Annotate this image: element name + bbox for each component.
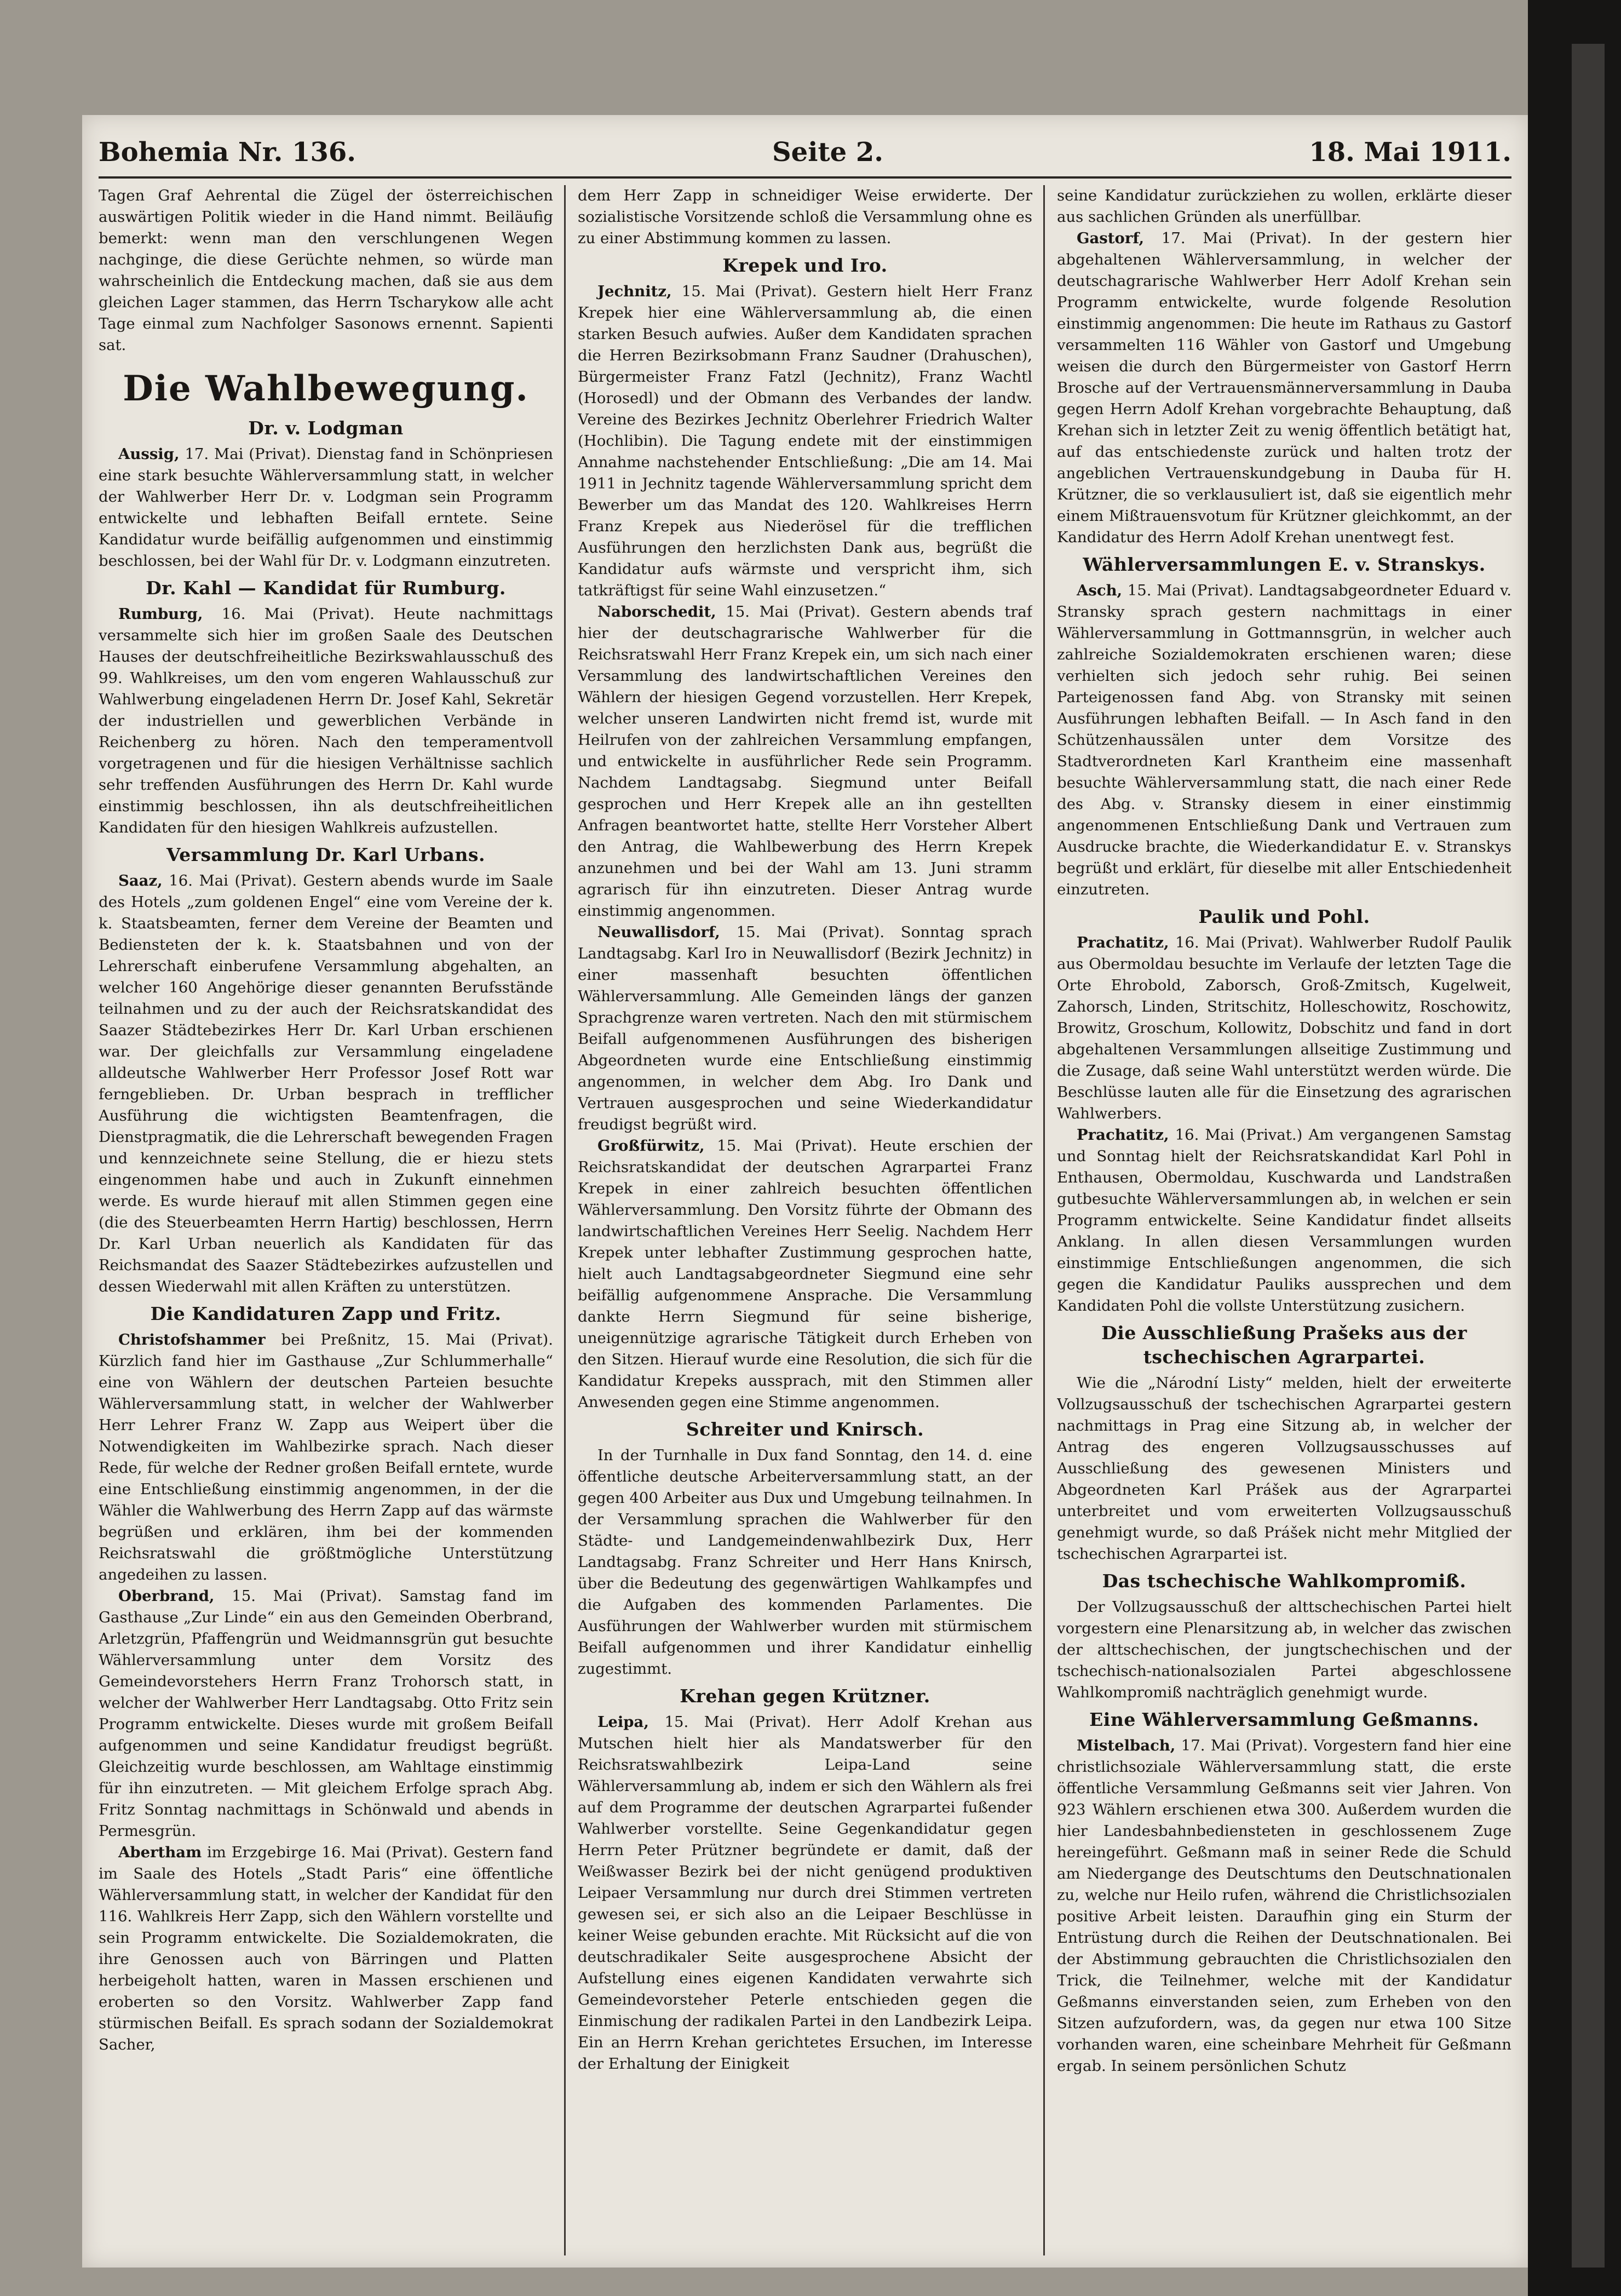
dateline-place: Oberbrand, <box>118 1587 215 1605</box>
masthead <box>99 131 1511 175</box>
article-continuation: dem Herr Zapp in schneidiger Weise erwiderte. Der sozialistische Vorsitzende schloß die Versammlung ohne es zu einer Abstimmung kommen zu lassen. <box>578 187 1032 247</box>
article-heading: Dr. v. Lodgman <box>248 417 404 439</box>
column-divider-1 <box>564 185 566 2255</box>
column-1 <box>99 185 553 2255</box>
dateline-place: Leipa, <box>597 1713 649 1731</box>
article-paragraph: Abertham im Erzgebirge 16. Mai (Privat). Gestern fand im Saale des Hotels „Stadt Paris“ eine öffentliche Wählerversammlung statt, in welcher der Kandidat für den 116. Wahlkreis Herr Zapp, sich den Wählern vorstellte und sein Programm entwickelte. Die Sozialdemokraten, die ihre Genossen auch von Bärringen und Platten herbeigeholt hatten, waren in Massen erschienen und eroberten so den Vorsitz. Wahlwerber Zapp fand stürmischen Beifall. Es sprach sodann der Sozialdemokrat Sacher, <box>99 1844 553 2053</box>
masthead-rule <box>99 176 1511 179</box>
article-continuation: Tagen Graf Aehrental die Zügel der österreichischen auswärtigen Politik wieder in die Hand nimmt. Beiläufig bemerkt: wenn man den verschlungenen Wegen nachginge, die diese Gerüchte nehmen, so würde man wahrscheinlich die Entdeckung machen, daß sie aus dem gleichen Lager stammen, das Herrn Tscharykow alle acht Tage einmal zum Nachfolger Sasonows ernennt. Sapienti sat. <box>99 187 553 354</box>
article-heading: Das tschechische Wahlkompromiß. <box>1102 1570 1467 1592</box>
article-heading: Krehan gegen Krützner. <box>680 1685 930 1707</box>
article-heading: Versammlung Dr. Karl Urbans. <box>166 844 485 865</box>
article-paragraph: Rumburg, 16. Mai (Privat). Heute nachmittags versammelte sich hier im großen Saale des Deutschen Hauses der deutschfreiheitliche Bezirkswahlausschuß des 99. Wahlkreises, um den vom engeren Wahlausschuß zur Wahlwerbung eingeladenen Herrn Dr. Josef Kahl, Sekretär der industriellen und gewerblichen Verbände in Reichenberg zu hören. Nach den temperamentvoll vorgetragenen und für die hiesigen Verhältnisse sachlich sehr treffenden Ausführungen des Herrn Dr. Kahl wurde einstimmig beschlossen, ihn als deutschfreiheitlichen Kandidaten für den hiesigen Wahlkreis aufzustellen. <box>99 605 553 836</box>
dateline-place: Prachatitz, <box>1077 1126 1169 1144</box>
article-paragraph: Mistelbach, 17. Mai (Privat). Vorgestern fand hier eine christlichsoziale Wählerversammlung statt, die erste öffentliche Versammlung Geßmanns seit vier Jahren. Von 923 Wählern erschienen etwa 300. Außerdem wurden die hier Landesbahnbediensteten in geschlossenem Zuge hereingeführt. Geßmann maß in seiner Rede die Schuld am Niedergange des Deutschtums den Deutschnationalen zu, welche nur Heilo rufen, während die Christlichsozialen positive Arbeit leisten. Daraufhin ging ein Sturm der Entrüstung durch die Reihen der Deutschnationalen. Bei der Abstimmung gebrauchten die Christlichsozialen den Trick, die Teilnehmer, welche mit der Kandidatur Geßmanns einverstanden seien, zum Erheben von den Sitzen aufzufordern, was, da gegen nur etwa 100 Sitze vorhanden waren, eine scheinbare Mehrheit für Geßmann ergab. In seinem persönlichen Schutz <box>1057 1737 1511 2075</box>
article-heading: Paulik und Pohl. <box>1198 906 1370 927</box>
dateline-place: Naborschedit, <box>597 603 716 621</box>
dateline-place: Mistelbach, <box>1077 1737 1176 1754</box>
article-paragraph: Christofshammer bei Preßnitz, 15. Mai (Privat). Kürzlich fand hier im Gasthause „Zur Schlummerhalle“ eine von Wählern der deutschen Parteien besuchte Wählerversammlung statt, in welcher der Wahlwerber Herr Lehrer Franz W. Zapp aus Weipert über die Notwendigkeiten im Wahlbezirke sprach. Nach dieser Rede, für welche der Redner großen Beifall erntete, wurde eine Entschließung einstimmig angenommen, in der die Wähler die Wahlwerbung des Herrn Zapp auf das wärmste begrüßen und erklären, ihm bei der kommenden Reichsratswahl die größtmögliche Unterstützung angedeihen zu lassen. <box>99 1331 553 1583</box>
article-paragraph: Naborschedit, 15. Mai (Privat). Gestern abends traf hier der deutschagrarische Wahlwerber für die Reichsratswahl Herr Franz Krepek ein, um sich nach einer Versammlung des landwirtschaftlichen Vereines den Wählern der hiesigen Gegend vorzustellen. Herr Krepek, welcher unseren Landwirten nicht fremd ist, wurde mit Heilrufen von der zahlreichen Versammlung empfangen, und entwickelte in ausführlicher Rede sein Programm. Nachdem Landtagsabg. Siegmund unter Beifall gesprochen und Herr Krepek alle an ihn gestellten Anfragen beantwortet hatte, stellte Herr Vorsteher Albert den Antrag, die Wahlbewerbung des Herrn Krepek anzunehmen und bei der Wahl am 13. Juni stramm agrarisch für ihn einzutreten. Dieser Antrag wurde einstimmig angenommen. <box>578 603 1032 920</box>
article-paragraph: In der Turnhalle in Dux fand Sonntag, den 14. d. eine öffentliche deutsche Arbeiterversammlung statt, an der gegen 400 Arbeiter aus Dux und Umgebung teilnahmen. In der Versammlung sprachen die Wahlwerber für den Städte- und Landgemeindenwahlbezirk Dux, Herr Landtagsabg. Franz Schreiter und Herr Hans Knirsch, über die Bedeutung des gegenwärtigen Wahlkampfes und die Aufgaben des kommenden Parlamentes. Die Ausführungen der Wahlwerber wurden mit stürmischem Beifall aufgenommen und ihrer Kandidatur einhellig zugestimmt. <box>578 1447 1032 1678</box>
masthead-issue: Bohemia Nr. 136. <box>99 137 356 168</box>
article-heading: Die Ausschließung Prašeks aus der tschechischen Agrarpartei. <box>1101 1322 1467 1368</box>
section-title: Die Wahlbewegung. <box>123 368 529 409</box>
article-paragraph: Der Vollzugsausschuß der alttschechischen Partei hielt vorgestern eine Plenarsitzung ab, in welcher das zwischen der alttschechischen, der jungtschechischen und der tschechisch-nationalsozialen Partei abgeschlossene Wahlkompromiß nachträglich genehmigt wurde. <box>1057 1598 1511 1701</box>
article-paragraph: Jechnitz, 15. Mai (Privat). Gestern hielt Herr Franz Krepek hier eine Wählerversammlung ab, die einen starken Besuch aufwies. Außer dem Kandidaten sprachen die Herren Bezirksobmann Franz Saudner (Drahuschen), Bürgermeister Franz Fatzl (Jechnitz), Franz Wachtl (Horosedl) und der Obmann des Verbandes der landw. Vereine des Bezirkes Jechnitz Oberlehrer Friedrich Walter (Hochlibin). Die Tagung endete mit der einstimmigen Annahme nachstehender Entschließung: „Die am 14. Mai 1911 in Jechnitz tagende Wählerversammlung spricht dem Bewerber um das Mandat des 120. Wahlkreises Herrn Franz Krepek aus Niederösel für die trefflichen Ausführungen den herzlichsten Dank aus, begrüßt die Kandidatur aufs wärmste und verspricht ihm, sich tatkräftigst für seine Wahl einzusetzen.“ <box>578 283 1032 599</box>
article-heading: Schreiter und Knirsch. <box>686 1419 924 1440</box>
dateline-place: Rumburg, <box>118 605 203 623</box>
article-paragraph: Wie die „Národní Listy“ melden, hielt der erweiterte Vollzugsausschuß der tschechischen Agrarpartei gestern nachmittags in Prag eine Sitzung ab, in welcher der Antrag des engeren Vollzugsausschusses auf Ausschließung des gewesenen Ministers und Abgeordneten Karl Prášek aus der Agrarpartei unterbreitet und vom erweiterten Vollzugsausschuß genehmigt wurde, so daß Prášek nicht mehr Mitglied der tschechischen Agrarpartei ist. <box>1057 1374 1511 1563</box>
article-paragraph: Großfürwitz, 15. Mai (Privat). Heute erschien der Reichsratskandidat der deutschen Agrarpartei Franz Krepek in einer zahlreich besuchten öffentlichen Wählerversammlung. Den Vorsitz führte der Obmann des landwirtschaftlichen Vereines Herr Seelig. Nachdem Herr Krepek unter lebhafter Zustimmung gesprochen hatte, hielt auch Landtagsabgeordneter Siegmund eine sehr beifällig aufgenommene Ansprache. Die Versammlung dankte Herrn Siegmund für seine bisherige, uneigennützige agrarische Tätigkeit durch Erheben von den Sitzen. Hierauf wurde eine Resolution, die sich für die Kandidatur Krepeks aussprach, mit den Stimmen aller Anwesenden gegen eine Stimme angenommen. <box>578 1137 1032 1411</box>
column-divider-2 <box>1043 185 1045 2255</box>
article-paragraph: Neuwallisdorf, 15. Mai (Privat). Sonntag sprach Landtagsabg. Karl Iro in Neuwallisdorf (Bezirk Jechnitz) in einer massenhaft besuchten öffentlichen Wählerversammlung. Alle Gemeinden längs der ganzen Sprachgrenze waren vertreten. Nach den mit stürmischem Beifall aufgenommenen Ausführungen des bisherigen Abgeordneten wurde eine Entschließung einstimmig angenommen, in welcher dem Abg. Iro Dank und Vertrauen ausgesprochen und seine Wiederkandidatur freudigst begrüßt wird. <box>578 923 1032 1133</box>
article-paragraph: Saaz, 16. Mai (Privat). Gestern abends wurde im Saale des Hotels „zum goldenen Engel“ eine vom Vereine der k. k. Staatsbeamten, ferner dem Vereine der Beamten und Bediensteten der k. k. Staatsbahnen und von der Lehrerschaft einberufene Versammlung abgehalten, an welcher 160 Angehörige dieser genannten Berufsstände teilnahmen und zu der auch der Reichsratskandidat des Saazer Städtebezirkes Herr Dr. Karl Urban erschienen war. Der gleichfalls zur Versammlung eingeladene alldeutsche Wahlwerber Herr Professor Josef Rott war ferngeblieben. Dr. Urban besprach in trefflicher Ausführung die wichtigsten Beamtenfragen, die Dienstpragmatik, die die Lehrerschaft bewegenden Fragen und kennzeichnete seine Stellung, die er hiezu stets eingenommen habe und auch in Zukunft einnehmen werde. Es wurde hierauf mit allen Stimmen gegen eine (die des Steuerbeamten Herrn Hartig) beschlossen, Herrn Dr. Karl Urban neuerlich als Kandidaten für das Reichsmandat des Saazer Städtebezirkes aufzustellen und dessen Wiederwahl mit allen Kräften zu unterstützen. <box>99 872 553 1295</box>
masthead-date: 18. Mai 1911. <box>1309 137 1511 168</box>
article-heading: Eine Wählerversammlung Geßmanns. <box>1089 1709 1479 1730</box>
dateline-place: Asch, <box>1077 582 1123 599</box>
column-3 <box>1057 185 1511 2255</box>
dateline-place: Abertham <box>118 1844 202 1861</box>
article-heading: Die Kandidaturen Zapp und Fritz. <box>150 1303 502 1324</box>
dateline-place: Christofshammer <box>118 1331 266 1348</box>
article-paragraph: Aussig, 17. Mai (Privat). Dienstag fand in Schönpriesen eine stark besuchte Wählerversammlung statt, in welcher der Wahlwerber Herr Dr. v. Lodgman sein Programm entwickelte und lebhaften Beifall erntete. Seine Kandidatur wurde beifällig aufgenommen und einstimmig beschlossen, bei der Wahl für Dr. v. Lodgmann einzutreten. <box>99 445 553 570</box>
article-paragraph: Gastorf, 17. Mai (Privat). In der gestern hier abgehaltenen Wählerversammlung, in welcher der deutschagrarische Wahlwerber Herr Adolf Krehan sein Programm entwickelte, wurde folgende Resolution einstimmig angenommen: Die heute im Rathaus zu Gastorf versammelten 116 Wähler von Gastorf und Umgebung weisen die durch den Bürgermeister von Gastorf Herrn Brosche auf der Vertrauensmännerversammlung in Dauba gegen Herrn Adolf Krehan vorgebrachte Behauptung, daß Krehan sich in letzter Zeit zu wenig öffentlich betätigt hat, auf das entschiedenste zurück und halten trotz der angeblichen Vertrauenskundgebung in Dauba für H. Krützner, die so verklausuliert ist, daß sie eigentlich mehr einem Mißtrauensvotum für Krützner gleichkommt, an der Kandidatur des Herrn Adolf Krehan unentwegt fest. <box>1057 229 1511 546</box>
article-heading: Dr. Kahl — Kandidat für Rumburg. <box>146 577 506 599</box>
scan-binding-strip <box>1572 44 1605 2268</box>
article-paragraph: Prachatitz, 16. Mai (Privat). Wahlwerber Rudolf Paulik aus Obermoldau besuchte im Verlaufe der letzten Tage die Orte Ehrobold, Zaborsch, Groß-Zmitsch, Kugelweit, Zahorsch, Linden, Stritschitz, Holleschowitz, Roschowitz, Browitz, Groschum, Kollowitz, Dobschitz und fand in dort abgehaltenen Versammlungen allseitige Zustimmung und die Zusage, daß seine Wahl unterstützt werden würde. Die Beschlüsse lauten alle für die Einsetzung des agrarischen Wahlwerbers. <box>1057 934 1511 1122</box>
article-paragraph: Leipa, 15. Mai (Privat). Herr Adolf Krehan aus Mutschen hielt hier als Mandatswerber für den Reichsratswahlbezirk Leipa-Land seine Wählerversammlung ab, indem er sich den Wählern als frei auf dem Programme der deutschen Agrarpartei fußender Wahlwerber vorstellte. Seine Gegenkandidatur gegen Herrn Peter Prützner begründete er damit, daß der Weißwasser Bezirk bei der nicht genügend produktiven Leipaer Versammlung nur durch drei Stimmen vertreten gewesen sei, er sich also an die Leipaer Beschlüsse in keiner Weise gebunden erachte. Mit Rücksicht auf die von deutschradikaler Seite ausgesprochene Absicht der Aufstellung eines eigenen Kandidaten verwahrte sich Gemeindevorsteher Peterle entschieden gegen die Einmischung der radikalen Partei in den Landbezirk Leipa. Ein an Herrn Krehan gerichtetes Ersuchen, im Interesse der Erhaltung der Einigkeit <box>578 1713 1032 2073</box>
article-heading: Krepek und Iro. <box>722 255 888 276</box>
dateline-place: Jechnitz, <box>597 283 672 300</box>
article-paragraph: Oberbrand, 15. Mai (Privat). Samstag fand im Gasthause „Zur Linde“ ein aus den Gemeinden Oberbrand, Arletzgrün, Pfaffengrün und Weidmannsgrün gut besuchte Wählerversammlung unter dem Vorsitz des Gemeindevorstehers Herrn Franz Trohorsch statt, in welcher der Wahlwerber Herr Landtagsabg. Otto Fritz sein Programm entwickelte. Dieses wurde mit großem Beifall aufgenommen und seine Kandidatur freudigst begrüßt. Gleichzeitig wurde beschlossen, am Wahltage einstimmig für ihn einzutreten. — Mit gleichem Erfolge sprach Abg. Fritz Sonntag nachmittags in Schönwald und abends in Permesgrün. <box>99 1587 553 1840</box>
newspaper-page <box>82 115 1528 2268</box>
dateline-place: Saaz, <box>118 872 163 889</box>
article-paragraph: Prachatitz, 16. Mai (Privat.) Am vergangenen Samstag und Sonntag hielt der Reichsratskandidat Karl Pohl in Enthausen, Obermoldau, Kuschwarda und Landstraßen gutbesuchte Wählerversammlungen ab, in welchen er sein Programm entwickelte. Seine Kandidatur findet allseits Anklang. In allen diesen Versammlungen wurden einstimmige Entschließungen angenommen, die sich gegen die Kandidatur Pauliks aussprechen und dem Kandidaten Pohl die vollste Unterstützung zusichern. <box>1057 1126 1511 1315</box>
article-continuation: seine Kandidatur zurückziehen zu wollen, erklärte dieser aus sachlichen Gründen als unerfüllbar. <box>1057 187 1511 226</box>
dateline-place: Prachatitz, <box>1077 934 1169 951</box>
column-2 <box>578 185 1032 2255</box>
dateline-place: Aussig, <box>118 445 180 463</box>
dateline-place: Gastorf, <box>1077 229 1145 247</box>
article-paragraph: Asch, 15. Mai (Privat). Landtagsabgeordneter Eduard v. Stransky sprach gestern nachmittags in einer Wählerversammlung in Gottmannsgrün, in welcher auch zahlreiche Sozialdemokraten erschienen waren; diese verhielten sich jedoch sehr ruhig. Bei seinen Parteigenossen fand Abg. von Stransky mit seinen Ausführungen lebhaften Beifall. — In Asch fand in den Schützenhaussälen unter dem Vorsitze des Stadtverordneten Karl Krantheim eine massenhaft besuchte Wählerversammlung statt, die nach einer Rede des Abg. v. Stransky diesem in einer einstimmig angenommenen Entschließung Dank und Vertrauen zum Ausdrucke brachte, die Wiederkandidatur E. v. Stranskys begrüßt und erklärt, für dieselbe mit aller Entschiedenheit einzutreten. <box>1057 582 1511 898</box>
dateline-place: Neuwallisdorf, <box>597 923 720 941</box>
masthead-page-number: Seite 2. <box>772 137 883 168</box>
dateline-place: Großfürwitz, <box>597 1137 705 1155</box>
article-heading: Wählerversammlungen E. v. Stranskys. <box>1083 554 1486 575</box>
